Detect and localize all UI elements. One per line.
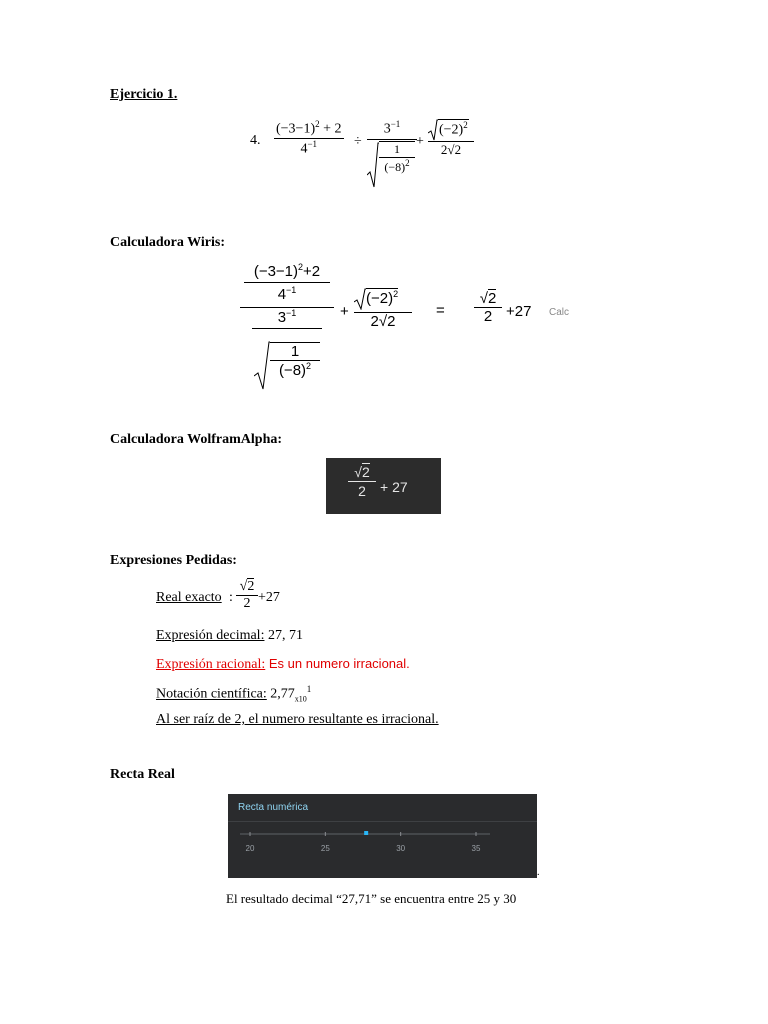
item-number: 4. xyxy=(250,133,261,148)
wiris-heading: Calculadora Wiris: xyxy=(110,235,225,250)
wolfram-result-box: √2 2 + 27 xyxy=(326,458,441,514)
term2-fraction: $3^{-1}$ 1 $(-8)^2$ xyxy=(367,119,417,140)
radical-sign xyxy=(354,288,366,310)
wolfram-heading: Calculadora WolframAlpha: xyxy=(110,432,283,447)
calc-link[interactable]: Calc xyxy=(549,307,570,318)
decimal-row: Expresión decimal: 27, 71 xyxy=(156,628,303,643)
recta-heading: Recta Real xyxy=(110,767,175,782)
number-line-point xyxy=(364,831,368,835)
exercise-heading: Ejercicio 1. xyxy=(110,87,178,102)
wiris-expression: $(-3-1)^2+2$ $4^{-1}$ $3^{-1}$ 1 $(-8)^2$ + $(-2)^2$ 2√2 = √2 2 +27 Calc xyxy=(240,262,580,392)
number-line-svg xyxy=(228,824,537,878)
term1-fraction: $(-3-1)^2 + 2$ $4^{-1}$ xyxy=(276,119,342,157)
expresiones-heading: Expresiones Pedidas: xyxy=(110,553,237,568)
irracional-note: Al ser raíz de 2, el numero resultante es irracional. xyxy=(156,712,439,727)
number-line-tick-label: 30 xyxy=(396,844,406,853)
number-line-tick-label: 25 xyxy=(320,844,330,853)
number-line-title: Recta numérica xyxy=(238,802,309,813)
radical-sign xyxy=(367,141,379,189)
plus-sign: + xyxy=(416,134,424,149)
recta-caption: El resultado decimal “27,71” se encuentra entre 25 y 30 xyxy=(226,891,517,906)
divide-sign: ÷ xyxy=(354,134,362,149)
radical-sign xyxy=(428,119,438,141)
number-line-tick-label: 20 xyxy=(245,844,255,853)
term3-fraction: $(-2)^2$ 2√2 xyxy=(428,119,474,158)
racional-row: Expresión racional: Es un numero irracional. xyxy=(156,656,410,672)
radical-sign xyxy=(254,340,270,390)
number-line-panel xyxy=(228,794,537,878)
number-line-tick-label: 35 xyxy=(471,844,481,853)
cientifica-row: Notación científica: $2,77_{x10}^1$ xyxy=(156,684,312,704)
exercise-expression xyxy=(274,119,474,189)
